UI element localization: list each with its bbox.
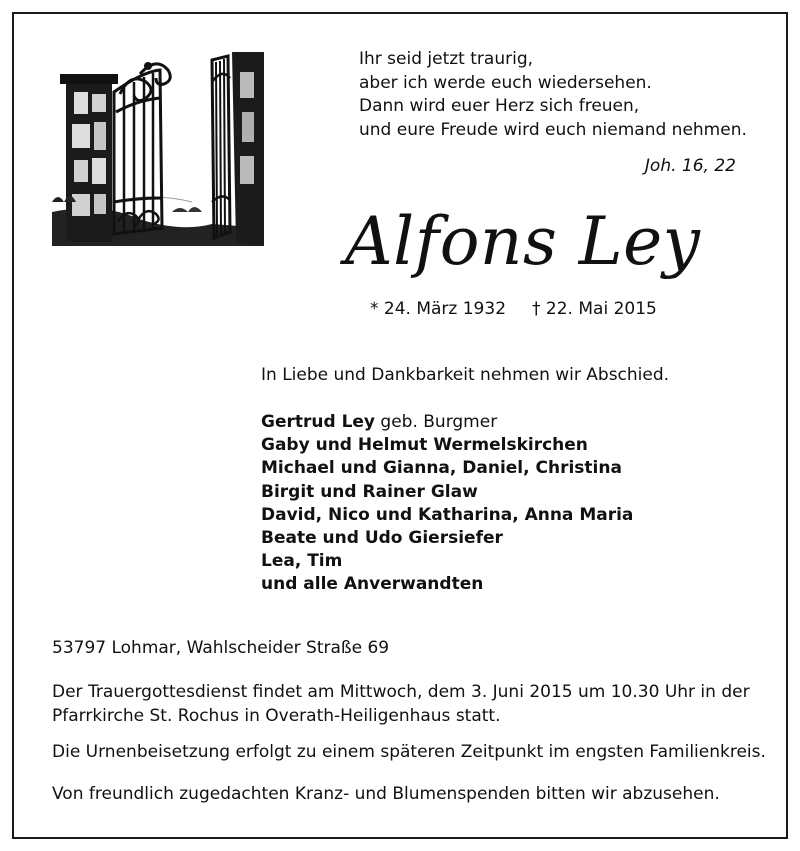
open-gate-illustration [52, 52, 264, 246]
deceased-name: Alfons Ley [345, 203, 701, 280]
mourner-entry: Gaby und Helmut Wermelskirchen [261, 435, 588, 456]
funeral-service-notice [52, 681, 750, 728]
mourner-entry: und alle Anverwandten [261, 574, 484, 595]
verse-source: Joh. 16, 22 [644, 156, 736, 176]
mourners-list [261, 411, 633, 597]
widow-name: Gertrud Ley [261, 412, 376, 432]
verse-line: Ihr seid jetzt traurig, [359, 49, 534, 69]
farewell-line: In Liebe und Dankbarkeit nehmen wir Abschied. [261, 365, 670, 385]
verse-line: aber ich werde euch wiedersehen. [359, 72, 652, 93]
verse-line: und eure Freude wird euch niemand nehmen. [359, 119, 747, 140]
birth-date: * 24. März 1932 [370, 299, 507, 319]
mourner-entry: Beate und Udo Giersiefer [261, 528, 503, 549]
urn-burial-notice: Die Urnenbeisetzung erfolgt zu einem späteren Zeitpunkt im engsten Familienkreis. [52, 742, 766, 762]
mourner-entry: Birgit und Rainer Glaw [261, 481, 478, 502]
widow-maiden-name: geb. Burgmer [375, 412, 498, 432]
death-date: † 22. Mai 2015 [532, 299, 657, 319]
mourner-widow [261, 411, 633, 434]
service-line: Der Trauergottesdienst findet am Mittwoch, dem 3. Juni 2015 um 10.30 Uhr in der [52, 682, 750, 702]
flowers-notice: Von freundlich zugedachten Kranz- und Blumenspenden bitten wir abzusehen. [52, 784, 720, 804]
mourner-entry: David, Nico und Katharina, Anna Maria [261, 504, 634, 525]
mourner-entry: Lea, Tim [261, 551, 343, 572]
verse-line: Dann wird euer Herz sich freuen, [359, 96, 640, 116]
bible-verse [359, 48, 747, 142]
life-dates [370, 299, 657, 319]
address: 53797 Lohmar, Wahlscheider Straße 69 [52, 638, 390, 658]
mourner-entry: Michael und Gianna, Daniel, Christina [261, 458, 622, 479]
service-line: Pfarrkirche St. Rochus in Overath-Heiligenhaus statt. [52, 705, 501, 726]
